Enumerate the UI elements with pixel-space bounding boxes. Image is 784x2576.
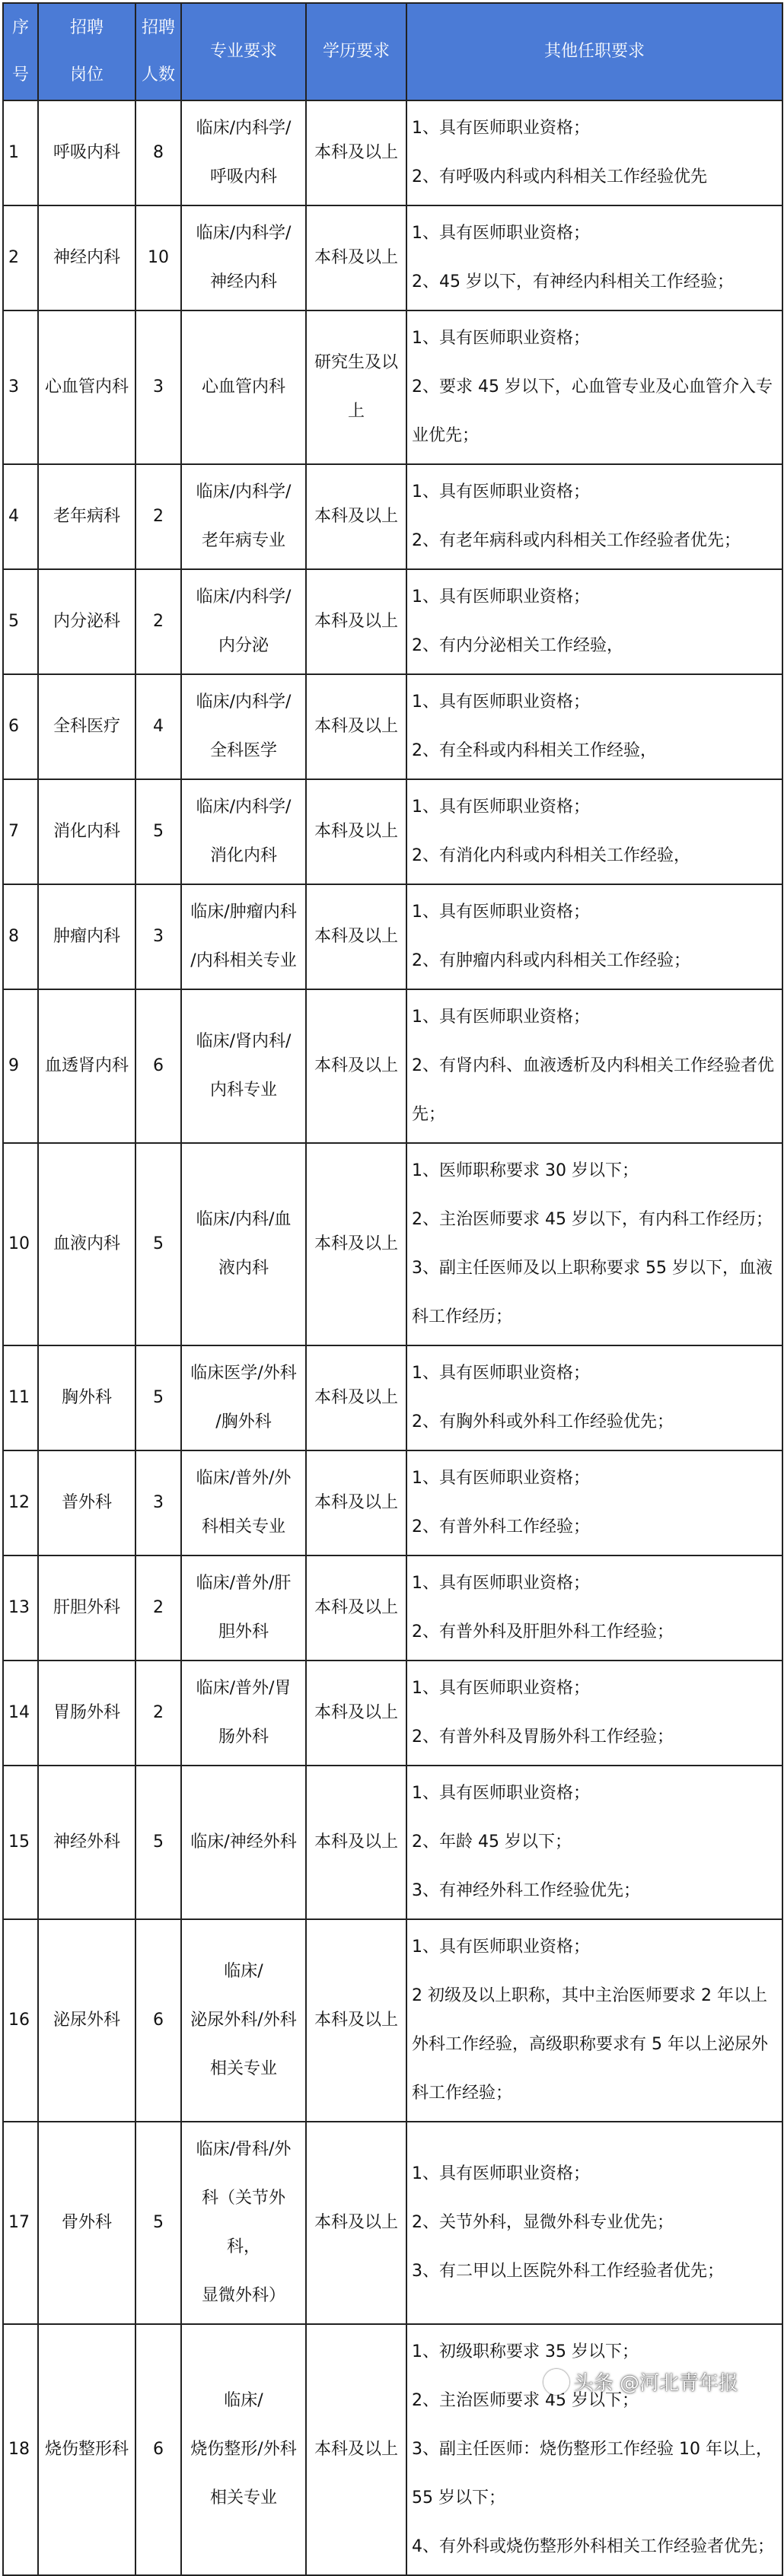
major-line: 科相关专业 [201, 1517, 285, 1536]
row-index: 10 [3, 1143, 38, 1345]
row-education: 本科及以上 [306, 205, 406, 310]
row-count: 2 [135, 569, 181, 674]
table-row [3, 1345, 782, 1450]
major-line: 临床/内科学/ [196, 482, 292, 502]
row-other-requirements [406, 205, 782, 310]
row-education: 本科及以上 [306, 2122, 406, 2324]
row-index: 14 [3, 1661, 38, 1766]
row-major [181, 1919, 306, 2122]
requirement-line: 1、具有医师职业资格； [412, 693, 590, 712]
row-other-requirements [406, 884, 782, 989]
row-count: 5 [135, 2122, 181, 2324]
row-other-requirements [406, 1919, 782, 2122]
requirement-line: 2、有全科或内科相关工作经验， [412, 741, 657, 760]
table-row [3, 100, 782, 205]
table-row [3, 779, 782, 884]
row-index: 6 [3, 674, 38, 779]
row-major [181, 674, 306, 779]
row-other-requirements [406, 310, 782, 464]
requirement-line: 3、有二甲以上医院外科工作经验者优先； [412, 2262, 724, 2281]
row-position: 血透肾内科 [38, 989, 135, 1143]
row-position: 神经内科 [38, 205, 135, 310]
row-other-requirements [406, 1450, 782, 1555]
row-index: 18 [3, 2324, 38, 2575]
row-count: 5 [135, 1143, 181, 1345]
requirement-line: 1、初级职称要求 35 岁以下； [412, 2342, 639, 2361]
row-education: 本科及以上 [306, 464, 406, 569]
row-count: 3 [135, 1450, 181, 1555]
major-line: 相关专业 [209, 2059, 277, 2078]
requirement-line: 1、具有医师职业资格； [412, 119, 590, 138]
major-line: 呼吸内科 [209, 167, 277, 186]
major-line: 临床/内科/血 [196, 1210, 292, 1229]
table-row [3, 569, 782, 674]
requirement-line: 2、有普外科工作经验； [412, 1517, 590, 1536]
requirement-line: 1、具有医师职业资格； [412, 903, 590, 922]
requirement-line: 1、具有医师职业资格； [412, 1008, 590, 1027]
table-header-row [3, 3, 782, 100]
table-row [3, 674, 782, 779]
table-body [3, 100, 782, 2575]
row-major [181, 779, 306, 884]
table-row [3, 310, 782, 464]
row-other-requirements [406, 1555, 782, 1661]
table-row [3, 1661, 782, 1766]
row-index: 15 [3, 1766, 38, 1919]
row-other-requirements [406, 674, 782, 779]
major-line: 临床/内科学/ [196, 119, 292, 138]
row-education: 本科及以上 [306, 1450, 406, 1555]
recruitment-table [2, 2, 783, 2576]
row-index: 8 [3, 884, 38, 989]
row-count: 3 [135, 884, 181, 989]
requirement-line: 1、具有医师职业资格； [412, 482, 590, 502]
row-education: 本科及以上 [306, 1555, 406, 1661]
header-text: 岗位 [69, 65, 104, 84]
row-other-requirements [406, 1661, 782, 1766]
row-count: 5 [135, 1345, 181, 1450]
row-other-requirements [406, 2324, 782, 2575]
row-education: 本科及以上 [306, 1919, 406, 2122]
major-line: 临床/普外/外 [196, 1469, 292, 1488]
row-other-requirements [406, 2122, 782, 2324]
requirement-line: 2、有胸外科或外科工作经验优先； [412, 1412, 674, 1431]
row-index: 13 [3, 1555, 38, 1661]
major-line: 临床/内科学/ [196, 798, 292, 817]
requirement-line: 2、要求 45 岁以下，心血管专业及心血管介入专业优先； [412, 377, 773, 445]
row-position: 内分泌科 [38, 569, 135, 674]
requirement-line: 1、具有医师职业资格； [412, 329, 590, 348]
row-count: 6 [135, 989, 181, 1143]
row-education: 本科及以上 [306, 884, 406, 989]
row-major [181, 1661, 306, 1766]
major-line: 胆外科 [218, 1622, 269, 1641]
row-position: 血液内科 [38, 1143, 135, 1345]
header-position [38, 3, 135, 100]
major-line: 肠外科 [218, 1727, 269, 1747]
major-line: 显微外科） [201, 2286, 285, 2305]
row-major [181, 205, 306, 310]
row-index: 1 [3, 100, 38, 205]
row-education: 本科及以上 [306, 100, 406, 205]
row-index: 17 [3, 2122, 38, 2324]
row-education: 研究生及以上 [306, 310, 406, 464]
row-other-requirements [406, 989, 782, 1143]
requirement-line: 1、具有医师职业资格； [412, 587, 590, 607]
requirement-line: 2、有内分泌相关工作经验， [412, 636, 623, 655]
row-index: 11 [3, 1345, 38, 1450]
requirement-line: 2 初级及以上职称，其中主治医师要求 2 年以上外科工作经验，高级职称要求有 5 年以上泌尿外科工作经验； [412, 1986, 768, 2103]
table-row [3, 1766, 782, 1919]
major-line: 临床/普外/肝 [196, 1574, 292, 1593]
source-watermark [543, 2367, 738, 2396]
major-line: 临床/内科学/ [196, 587, 292, 607]
major-line: 临床/神经外科 [190, 1832, 297, 1852]
row-position: 肝胆外科 [38, 1555, 135, 1661]
row-count: 8 [135, 100, 181, 205]
row-major [181, 1766, 306, 1919]
row-index: 9 [3, 989, 38, 1143]
header-major [181, 3, 306, 100]
requirement-line: 2、有老年病科或内科相关工作经验者优先； [412, 531, 741, 550]
row-education: 本科及以上 [306, 1143, 406, 1345]
major-line: 内分泌 [218, 636, 269, 655]
row-position: 胸外科 [38, 1345, 135, 1450]
requirement-line: 1、具有医师职业资格； [412, 1679, 590, 1698]
table-row [3, 205, 782, 310]
row-index: 5 [3, 569, 38, 674]
table-row [3, 2324, 782, 2575]
requirement-line: 1、具有医师职业资格； [412, 2164, 590, 2183]
row-count: 2 [135, 1555, 181, 1661]
row-major [181, 2324, 306, 2575]
major-line: /内科相关专业 [190, 951, 297, 970]
row-major [181, 884, 306, 989]
row-major [181, 569, 306, 674]
requirement-line: 2、年龄 45 岁以下； [412, 1832, 572, 1852]
row-major [181, 310, 306, 464]
row-major [181, 1345, 306, 1450]
major-line: 临床/ [224, 1962, 263, 1981]
major-line: 泌尿外科/外科 [190, 2011, 297, 2030]
row-index: 4 [3, 464, 38, 569]
row-count: 4 [135, 674, 181, 779]
major-line: 相关专业 [209, 2488, 277, 2508]
row-major [181, 464, 306, 569]
row-position: 心血管内科 [38, 310, 135, 464]
table-row [3, 884, 782, 989]
requirement-line: 3、副主任医师：烧伤整形工作经验 10 年以上，55 岁以下； [412, 2440, 773, 2508]
requirement-line: 2、45 岁以下，有神经内科相关工作经验； [412, 272, 734, 291]
major-line: 临床/普外/胃 [196, 1679, 292, 1698]
watermark-text: 头条 @河北青年报 [573, 2372, 738, 2395]
major-line: 心血管内科 [201, 377, 285, 396]
major-line: 临床/肾内科/ [196, 1032, 292, 1051]
major-line: 临床/ [224, 2391, 263, 2410]
major-line: 神经内科 [209, 272, 277, 291]
requirement-line: 1、具有医师职业资格； [412, 1938, 590, 1957]
header-index [3, 3, 38, 100]
requirement-line: 1、具有医师职业资格； [412, 1364, 590, 1383]
header-other-requirements [406, 3, 782, 100]
requirement-line: 2、有呼吸内科或内科相关工作经验优先 [412, 167, 707, 186]
row-position: 神经外科 [38, 1766, 135, 1919]
major-line: 消化内科 [209, 846, 277, 865]
row-index: 7 [3, 779, 38, 884]
row-index: 16 [3, 1919, 38, 2122]
row-position: 老年病科 [38, 464, 135, 569]
requirement-line: 2、有普外科及胃肠外科工作经验； [412, 1727, 674, 1747]
requirement-line: 2、有普外科及肝胆外科工作经验； [412, 1622, 674, 1641]
row-education: 本科及以上 [306, 569, 406, 674]
row-count: 6 [135, 1919, 181, 2122]
row-count: 2 [135, 464, 181, 569]
header-text: 其他任职要求 [543, 42, 645, 61]
row-count: 2 [135, 1661, 181, 1766]
row-other-requirements [406, 569, 782, 674]
table-row [3, 1143, 782, 1345]
requirement-line: 3、有神经外科工作经验优先； [412, 1881, 640, 1900]
row-major [181, 1143, 306, 1345]
header-count [135, 3, 181, 100]
requirement-line: 2、有肾内科、血液透析及内科相关工作经验者优先； [412, 1056, 774, 1124]
requirement-line: 1、具有医师职业资格； [412, 1574, 590, 1593]
major-line: 烧伤整形/外科 [190, 2440, 297, 2459]
table-row [3, 1450, 782, 1555]
row-count: 3 [135, 310, 181, 464]
row-index: 3 [3, 310, 38, 464]
row-education: 本科及以上 [306, 1661, 406, 1766]
requirement-line: 2、主治医师要求 45 岁以下； [412, 2391, 639, 2410]
header-text: 招聘 [69, 18, 104, 37]
recruitment-sheet [2, 2, 782, 2576]
row-count: 5 [135, 1766, 181, 1919]
major-line: 临床/骨科/外 [196, 2140, 292, 2159]
table-row [3, 1555, 782, 1661]
requirement-line: 1、具有医师职业资格； [412, 1784, 590, 1803]
row-education: 本科及以上 [306, 989, 406, 1143]
row-other-requirements [406, 1345, 782, 1450]
table-row [3, 2122, 782, 2324]
major-line: 临床/肿瘤内科 [190, 903, 297, 922]
header-text: 号 [11, 65, 29, 84]
major-line: 临床医学/外科 [190, 1364, 297, 1383]
row-other-requirements [406, 1766, 782, 1919]
table-row [3, 464, 782, 569]
row-major [181, 100, 306, 205]
table-row [3, 1919, 782, 2122]
row-education: 本科及以上 [306, 1766, 406, 1919]
row-position: 呼吸内科 [38, 100, 135, 205]
major-line: 科（关节外科， [201, 2189, 285, 2256]
row-other-requirements [406, 779, 782, 884]
row-position: 消化内科 [38, 779, 135, 884]
header-text: 专业要求 [209, 42, 277, 61]
row-major [181, 2122, 306, 2324]
major-line: 全科医学 [209, 741, 277, 760]
header-text: 招聘 [141, 18, 175, 37]
row-count: 5 [135, 779, 181, 884]
major-line: /胸外科 [215, 1412, 272, 1431]
requirement-line: 1、医师职称要求 30 岁以下； [412, 1161, 639, 1180]
requirement-line: 2、有肿瘤内科或内科相关工作经验； [412, 951, 690, 970]
major-line: 临床/内科学/ [196, 224, 292, 243]
row-education: 本科及以上 [306, 2324, 406, 2575]
requirement-line: 2、主治医师要求 45 岁以下，有内科工作经历； [412, 1210, 773, 1229]
row-education: 本科及以上 [306, 674, 406, 779]
row-major [181, 1450, 306, 1555]
table-row [3, 989, 782, 1143]
row-count: 10 [135, 205, 181, 310]
row-education: 本科及以上 [306, 1345, 406, 1450]
row-index: 2 [3, 205, 38, 310]
row-education: 本科及以上 [306, 779, 406, 884]
header-text: 学历要求 [322, 42, 390, 61]
major-line: 内科专业 [209, 1081, 277, 1100]
header-text: 序 [11, 18, 29, 37]
major-line: 老年病专业 [201, 531, 285, 550]
header-text: 人数 [141, 65, 175, 84]
requirement-line: 1、具有医师职业资格； [412, 1469, 590, 1488]
row-major [181, 989, 306, 1143]
requirement-line: 4、有外科或烧伤整形外科相关工作经验者优先； [412, 2537, 774, 2556]
major-line: 临床/内科学/ [196, 693, 292, 712]
row-count: 6 [135, 2324, 181, 2575]
row-major [181, 1555, 306, 1661]
requirement-line: 1、具有医师职业资格； [412, 798, 590, 817]
row-position: 胃肠外科 [38, 1661, 135, 1766]
row-position: 骨外科 [38, 2122, 135, 2324]
row-position: 全科医疗 [38, 674, 135, 779]
row-position: 普外科 [38, 1450, 135, 1555]
row-index: 12 [3, 1450, 38, 1555]
row-position: 肿瘤内科 [38, 884, 135, 989]
requirement-line: 2、关节外科，显微外科专业优先； [412, 2213, 674, 2232]
row-position: 泌尿外科 [38, 1919, 135, 2122]
at-icon [543, 2369, 569, 2395]
requirement-line: 3、副主任医师及以上职称要求 55 岁以下，血液科工作经历； [412, 1259, 773, 1326]
requirement-line: 2、有消化内科或内科相关工作经验， [412, 846, 690, 865]
row-other-requirements [406, 464, 782, 569]
requirement-line: 1、具有医师职业资格； [412, 224, 590, 243]
row-other-requirements [406, 100, 782, 205]
major-line: 液内科 [218, 1259, 269, 1278]
row-other-requirements [406, 1143, 782, 1345]
header-education [306, 3, 406, 100]
row-position: 烧伤整形科 [38, 2324, 135, 2575]
